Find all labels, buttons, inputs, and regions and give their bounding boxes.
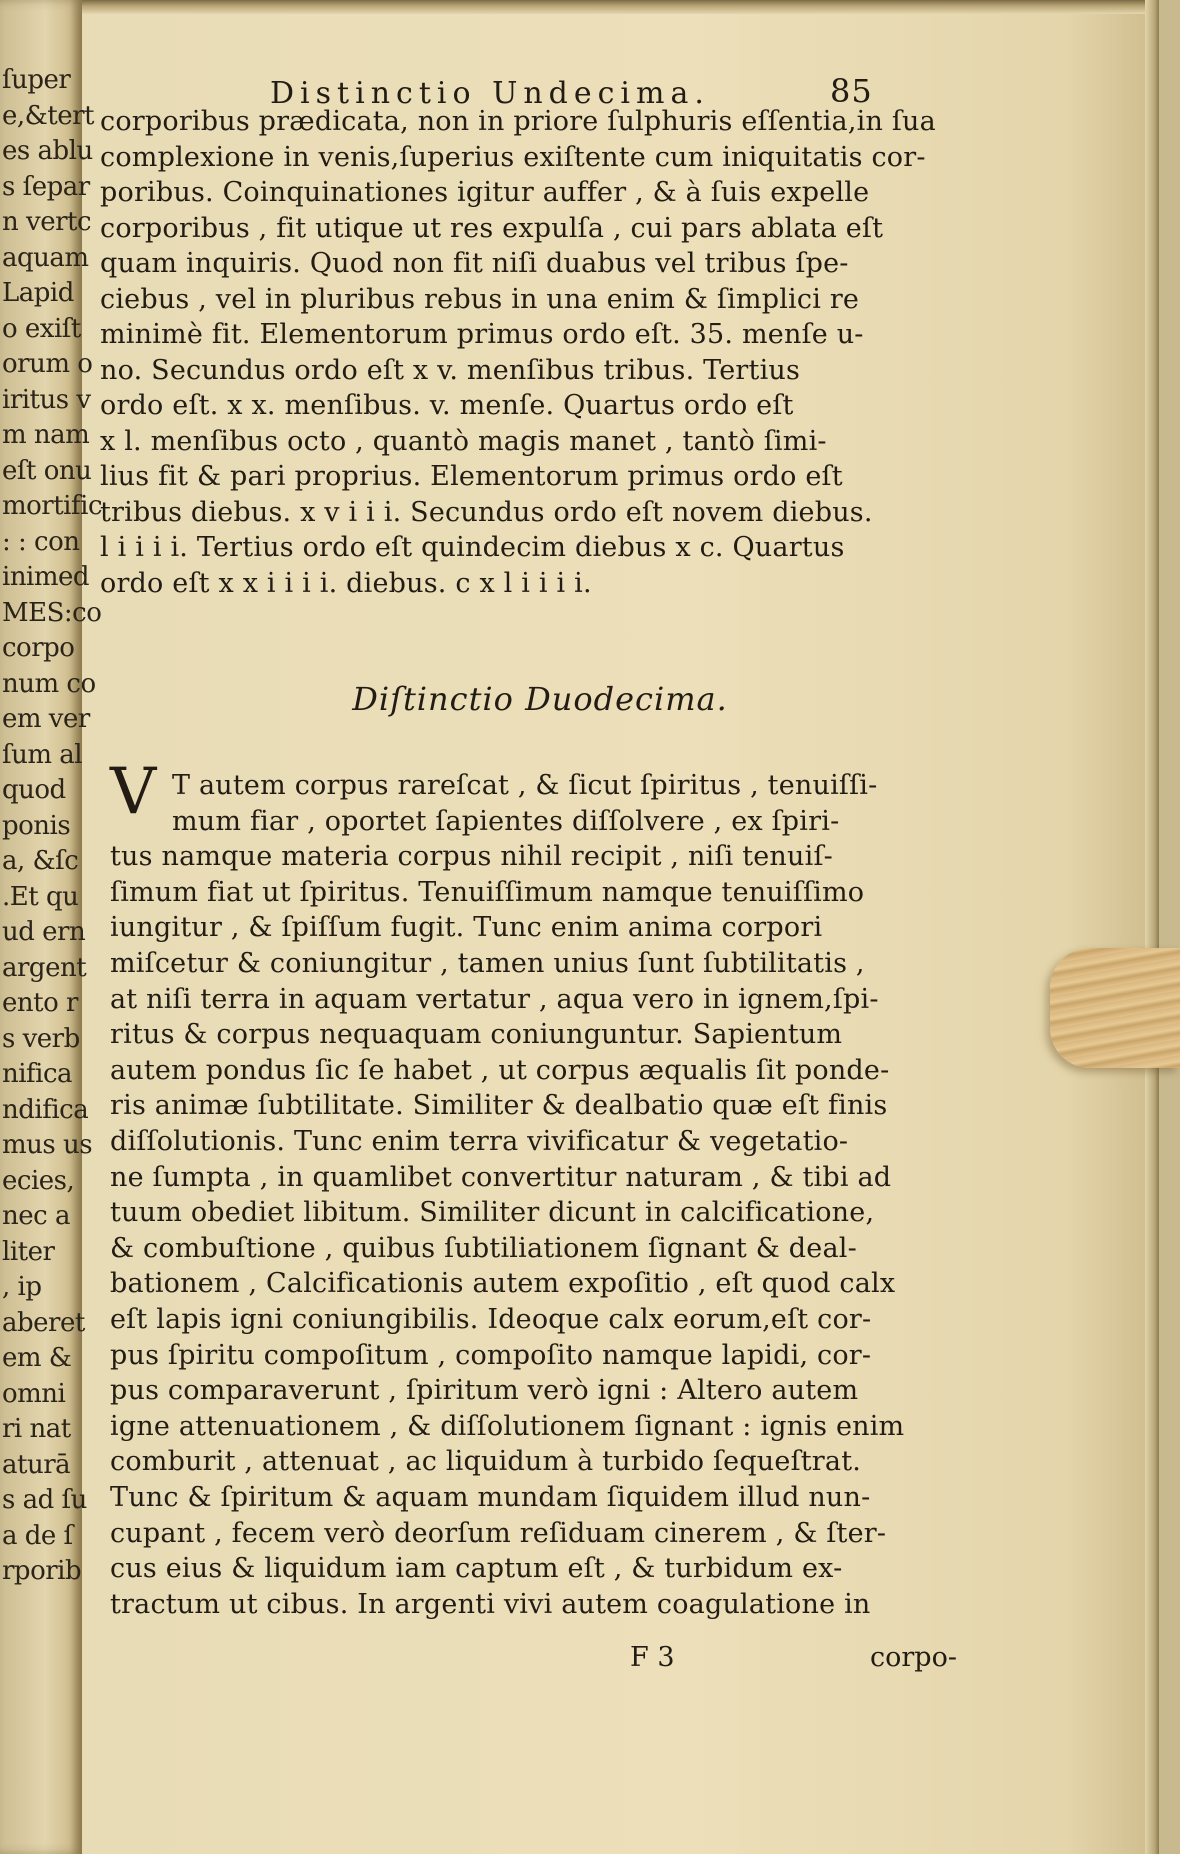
text-line: ordo eſt. x x. menſibus. v. menſe. Quartus ordo eſt [100, 390, 794, 421]
text-line: tus namque materia corpus nihil recipit , niſi tenuiſ- [110, 841, 833, 873]
margin-fragment: .Et qu [2, 881, 79, 912]
margin-fragment: corpo [2, 633, 75, 663]
text-line: cupant , fecem verò deorſum reſiduam cinerem , & ſter- [110, 1517, 887, 1549]
text-line: x l. menſibus octo , quantò magis manet , tantò ſimi- [100, 425, 827, 457]
margin-fragment: aberet [2, 1307, 85, 1338]
catchword: corpo- [870, 1642, 957, 1673]
margin-fragment: m nam [2, 420, 90, 450]
text-line: lius fit & pari proprius. Elementorum primus ordo eſt [100, 461, 843, 492]
bookmark-tab [1050, 948, 1180, 1068]
text-line: bationem , Calcificationis autem expoſitio , eſt quod calx [110, 1268, 896, 1300]
margin-fragment: mortific [2, 491, 102, 521]
margin-fragment: o exiſt [2, 313, 81, 344]
text-line: igne attenuationem , & diſſolutionem ſignant : ignis enim [110, 1410, 905, 1442]
margin-fragment: rporib [2, 1556, 82, 1586]
margin-fragment: , ip [2, 1272, 42, 1302]
running-head-title: Distinctio Undecima. [270, 76, 710, 111]
text-line: comburit , attenuat , ac liquidum à turbido ſequeſtrat. [110, 1446, 862, 1478]
margin-fragment: es ablu [2, 136, 93, 166]
page-top-edge [80, 0, 1159, 14]
margin-fragment: orum o [2, 349, 93, 379]
text-line: minimè fit. Elementorum primus ordo eſt. 35. menſe u- [100, 319, 864, 350]
text-line: T autem corpus rareſcat , & ſicut ſpiritus , tenuiſſi- [172, 770, 878, 801]
margin-fragment: nifica [2, 1059, 73, 1089]
text-line: autem pondus ſic ſe habet , ut corpus æqualis ſit ponde- [110, 1054, 890, 1086]
text-line: corporibus , fit utique ut res expulſa , cui pars ablata eſt [100, 212, 884, 244]
text-line: pus ſpiritu compoſitum , compoſito namque lapidi, cor- [110, 1339, 872, 1371]
margin-fragment: s verb [2, 1023, 80, 1054]
text-line: cus eius & liquidum iam captum eſt , & turbidum ex- [110, 1553, 843, 1585]
text-line: ciebus , vel in pluribus rebus in una enim & ſimplici re [100, 283, 860, 315]
margin-fragment: em ver [2, 704, 90, 734]
margin-fragment: liter [2, 1236, 55, 1267]
text-line: at niſi terra in aquam vertatur , aqua vero in ignem,ſpi- [110, 983, 879, 1015]
margin-fragment: aquam [2, 242, 89, 273]
margin-fragment: num co [2, 668, 96, 699]
book-page [100, 60, 980, 1800]
drop-cap: V [110, 755, 157, 829]
signature-mark: F 3 [630, 1642, 675, 1673]
margin-fragment: ecies, [2, 1165, 75, 1196]
text-line: miſcetur & coniungitur , tamen unius ſunt ſubtilitatis , [110, 948, 865, 979]
text-line: complexione in venis,ſuperius exiſtente cum iniquitatis cor- [100, 141, 926, 173]
text-line: ne ſumpta , in quamlibet convertitur naturam , & tibi ad [110, 1161, 892, 1193]
text-line: no. Secundus ordo eſt x v. menſibus tribus. Tertius [100, 354, 801, 386]
text-line: pus comparaverunt , ſpiritum verò igni : Altero autem [110, 1375, 859, 1407]
margin-fragment: inimed [2, 562, 90, 592]
margin-fragment: Lapid [2, 278, 74, 308]
text-line: diſſolutionis. Tunc enim terra vivificatur & vegetatio- [110, 1126, 849, 1157]
text-line: tractum ut cibus. In argenti vivi autem coagulatione in [110, 1588, 871, 1620]
text-line: corporibus prædicata, non in priore ſulphuris eſſentia,in ſua [100, 106, 936, 137]
margin-fragment: mus us [2, 1130, 93, 1160]
margin-fragment: argent [2, 952, 87, 983]
text-line: quam inquiris. Quod non fit niſi duabus vel tribus ſpe- [100, 248, 849, 279]
section-heading: Diſtinctio Duodecima. [352, 680, 728, 718]
margin-fragment: ud ern [2, 917, 86, 947]
page-right-edge [1145, 0, 1159, 1854]
text-line: tribus diebus. x v i i i. Secundus ordo eſt novem diebus. [100, 496, 873, 528]
margin-fragment: ndifica [2, 1094, 89, 1125]
text-line: ris animæ ſubtilitate. Similiter & dealbatio quæ eſt finis [110, 1090, 888, 1122]
text-line: poribus. Coinquinationes igitur auffer , & à ſuis expelle [100, 177, 870, 208]
margin-fragment: ento r [2, 988, 78, 1018]
margin-fragment: e,&tert [2, 100, 95, 131]
margin-fragment: omni [2, 1378, 66, 1409]
text-line: ritus & corpus nequaquam coniunguntur. Sapientum [110, 1019, 843, 1051]
text-line: eſt lapis igni coniungibilis. Ideoque calx eorum,eſt cor- [110, 1304, 872, 1335]
text-line: mum fiar , oportet ſapientes diſſolvere , ex ſpiri- [172, 805, 840, 837]
text-line: Tunc & ſpiritum & aquam mundam ſiquidem illud nun- [110, 1482, 871, 1513]
margin-fragment: nec a [2, 1201, 70, 1231]
margin-fragment: s ad ſu [2, 1485, 87, 1515]
margin-fragment: n vertc [2, 207, 92, 237]
margin-fragment: a de ſ [2, 1520, 73, 1551]
margin-fragment: ſuper [2, 65, 71, 95]
margin-fragment: ſum al [2, 739, 83, 770]
margin-fragment: eſt onu [2, 455, 92, 486]
text-line: ſimum fiat ut ſpiritus. Tenuiſſimum namque tenuiſſimo [110, 876, 865, 908]
margin-fragment: a, &ſc [2, 846, 79, 876]
text-line: & combuſtione , quibus ſubtiliationem ſignant & deal- [110, 1232, 857, 1264]
text-line: l i i i i. Tertius ordo eſt quindecim diebus x c. Quartus [100, 532, 845, 563]
text-line: iungitur , & ſpiſſum fugit. Tunc enim anima corpori [110, 912, 823, 944]
margin-fragment: aturā [2, 1449, 71, 1480]
margin-fragment: iritus v [2, 384, 91, 415]
previous-page-edge [0, 0, 102, 1854]
margin-fragment: em & [2, 1343, 72, 1373]
margin-fragment: : : con [2, 526, 80, 557]
margin-fragment: ponis [2, 810, 71, 841]
margin-fragment: s ſepar [2, 171, 90, 202]
page-number: 85 [830, 72, 873, 110]
text-line: tuum obediet libitum. Similiter dicunt in calcificatione, [110, 1197, 875, 1229]
margin-fragment: quod [2, 775, 66, 805]
margin-fragment: MES:co [2, 597, 102, 628]
margin-fragment: ri nat [2, 1414, 71, 1444]
text-line: ordo eſt x x i i i i. diebus. c x l i i i i. [100, 567, 592, 599]
